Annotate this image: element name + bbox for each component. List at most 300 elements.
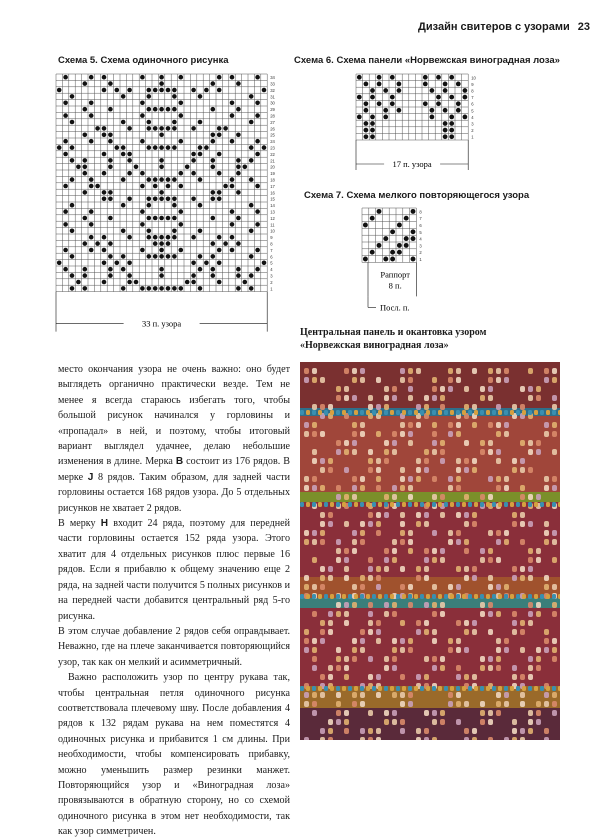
stitch-dot bbox=[121, 120, 126, 125]
chart7-cells bbox=[362, 208, 416, 262]
row-number: 5 bbox=[419, 229, 422, 235]
stitch-dot bbox=[210, 132, 215, 137]
stitch-dot bbox=[249, 203, 254, 208]
stitch-dot bbox=[108, 139, 113, 144]
chart7-pattern-grid bbox=[362, 208, 472, 318]
stitch-dot bbox=[102, 171, 107, 176]
stitch-dot bbox=[63, 248, 68, 253]
stitch-dot bbox=[166, 145, 171, 150]
row-number: 1 bbox=[270, 286, 273, 292]
stitch-dot bbox=[198, 254, 203, 259]
stitch-dot bbox=[146, 145, 151, 150]
stitch-dot bbox=[146, 177, 151, 182]
stitch-dot bbox=[146, 216, 151, 221]
stitch-dot bbox=[146, 235, 151, 240]
stitch-dot bbox=[63, 100, 68, 105]
stitch-dot bbox=[370, 128, 375, 133]
stitch-dot bbox=[463, 115, 468, 120]
stitch-dot bbox=[70, 286, 75, 291]
stitch-dot bbox=[82, 81, 87, 86]
stitch-dot bbox=[121, 94, 126, 99]
stitch-dot bbox=[63, 267, 68, 272]
stitch-dot bbox=[397, 82, 402, 87]
stitch-dot bbox=[364, 101, 369, 106]
stitch-dot bbox=[423, 75, 428, 80]
chart6-title: Схема 6. Схема панели «Норвежская виноградная лоза» bbox=[294, 55, 560, 66]
paragraph: Важно расположить узор по центру рукава так, чтобы центральная петля одиночного рисунка соответствовала плечевому шву. После добавления 4 рядов к 132 рядам рукава на нем поместятся 4 одиночных рисунка и прибавится 1 см длины. При необходимости, чтобы компенсировать прибавку, можно уменьшить размер резинки манжет. Повторяющийся узор и «Виноградная лоза» провязываются в обратную сторону, но со схемой одиночного рисунка в этом нет необходимости, так как узор симметричен. bbox=[58, 672, 290, 838]
row-number: 9 bbox=[270, 235, 273, 241]
stitch-dot bbox=[230, 75, 235, 80]
stitch-dot bbox=[108, 107, 113, 112]
row-number: 10 bbox=[471, 75, 476, 81]
stitch-dot bbox=[63, 75, 68, 80]
stitch-dot bbox=[114, 260, 119, 265]
stitch-dot bbox=[217, 126, 222, 131]
stitch-dot bbox=[127, 235, 132, 240]
chart7-title: Схема 7. Схема мелкого повторяющегося узора bbox=[304, 190, 530, 201]
row-number: 5 bbox=[471, 108, 474, 114]
stitch-dot bbox=[198, 203, 203, 208]
stitch-dot bbox=[377, 82, 382, 87]
stitch-dot bbox=[102, 190, 107, 195]
stitch-dot bbox=[70, 145, 75, 150]
stitch-dot bbox=[236, 107, 241, 112]
row-number: 3 bbox=[419, 243, 422, 249]
stitch-dot bbox=[159, 190, 164, 195]
stitch-dot bbox=[377, 101, 382, 106]
stitch-dot bbox=[178, 248, 183, 253]
row-number: 28 bbox=[270, 113, 275, 119]
stitch-dot bbox=[436, 101, 441, 106]
stitch-dot bbox=[191, 260, 196, 265]
stitch-dot bbox=[423, 101, 428, 106]
stitch-dot bbox=[89, 100, 94, 105]
row-number: 5 bbox=[270, 260, 273, 266]
stitch-dot bbox=[255, 75, 260, 80]
stitch-dot bbox=[159, 145, 164, 150]
stitch-dot bbox=[102, 132, 107, 137]
row-number: 10 bbox=[270, 228, 275, 234]
stitch-dot bbox=[430, 108, 435, 113]
stitch-dot bbox=[390, 257, 395, 262]
stitch-dot bbox=[166, 216, 171, 221]
stitch-dot bbox=[249, 228, 254, 233]
stitch-dot bbox=[70, 94, 75, 99]
stitch-dot bbox=[178, 209, 183, 214]
stitch-dot bbox=[121, 254, 126, 259]
stitch-dot bbox=[102, 88, 107, 93]
stitch-dot bbox=[230, 235, 235, 240]
stitch-dot bbox=[146, 286, 151, 291]
stitch-dot bbox=[210, 241, 215, 246]
stitch-dot bbox=[172, 196, 177, 201]
stitch-dot bbox=[443, 108, 448, 113]
stitch-dot bbox=[449, 95, 454, 100]
row-number: 6 bbox=[270, 254, 273, 260]
stitch-dot bbox=[146, 120, 151, 125]
stitch-dot bbox=[172, 254, 177, 259]
stitch-dot bbox=[146, 228, 151, 233]
stitch-dot bbox=[140, 248, 145, 253]
stitch-dot bbox=[159, 248, 164, 253]
stitch-dot bbox=[230, 184, 235, 189]
stitch-dot bbox=[357, 115, 362, 120]
row-number: 23 bbox=[270, 145, 275, 151]
stitch-dot bbox=[70, 120, 75, 125]
stitch-dot bbox=[217, 171, 222, 176]
stitch-dot bbox=[383, 88, 388, 93]
stitch-dot bbox=[166, 126, 171, 131]
stitch-dot bbox=[108, 241, 113, 246]
row-number: 6 bbox=[471, 101, 474, 107]
stitch-dot bbox=[230, 113, 235, 118]
stitch-dot bbox=[217, 196, 222, 201]
stitch-dot bbox=[121, 177, 126, 182]
stitch-dot bbox=[377, 209, 382, 214]
stitch-dot bbox=[89, 248, 94, 253]
stitch-dot bbox=[127, 158, 132, 163]
stitch-dot bbox=[262, 260, 267, 265]
stitch-dot bbox=[108, 254, 113, 259]
stitch-dot bbox=[70, 273, 75, 278]
stitch-dot bbox=[166, 184, 171, 189]
stitch-dot bbox=[390, 229, 395, 234]
stitch-dot bbox=[127, 273, 132, 278]
stitch-dot bbox=[198, 152, 203, 157]
photo-caption-line2: «Норвежская виноградная лоза» bbox=[300, 340, 449, 351]
stitch-dot bbox=[108, 216, 113, 221]
stitch-dot bbox=[82, 286, 87, 291]
stitch-dot bbox=[255, 209, 260, 214]
stitch-dot bbox=[153, 184, 158, 189]
stitch-dot bbox=[166, 235, 171, 240]
stitch-dot bbox=[114, 88, 119, 93]
stitch-dot bbox=[82, 107, 87, 112]
stitch-dot bbox=[223, 241, 228, 246]
stitch-dot bbox=[249, 158, 254, 163]
stitch-dot bbox=[223, 126, 228, 131]
stitch-dot bbox=[82, 273, 87, 278]
stitch-dot bbox=[191, 158, 196, 163]
stitch-dot bbox=[185, 280, 190, 285]
stitch-dot bbox=[210, 158, 215, 163]
stitch-dot bbox=[172, 88, 177, 93]
stitch-dot bbox=[262, 88, 267, 93]
stitch-dot bbox=[178, 171, 183, 176]
stitch-dot bbox=[210, 267, 215, 272]
stitch-dot bbox=[217, 190, 222, 195]
row-number: 20 bbox=[270, 164, 275, 170]
stitch-dot bbox=[159, 177, 164, 182]
stitch-dot bbox=[364, 121, 369, 126]
stitch-dot bbox=[57, 145, 62, 150]
stitch-dot bbox=[436, 75, 441, 80]
stitch-dot bbox=[82, 241, 87, 246]
stitch-dot bbox=[102, 75, 107, 80]
stitch-dot bbox=[89, 75, 94, 80]
stitch-dot bbox=[153, 241, 158, 246]
stitch-dot bbox=[159, 273, 164, 278]
stitch-dot bbox=[146, 203, 151, 208]
stitch-dot bbox=[397, 250, 402, 255]
stitch-dot bbox=[191, 273, 196, 278]
stitch-dot bbox=[210, 216, 215, 221]
stitch-dot bbox=[370, 134, 375, 139]
stitch-dot bbox=[153, 235, 158, 240]
stitch-dot bbox=[198, 177, 203, 182]
stitch-dot bbox=[108, 158, 113, 163]
stitch-dot bbox=[159, 81, 164, 86]
stitch-dot bbox=[217, 280, 222, 285]
row-number: 17 bbox=[270, 183, 275, 189]
stitch-dot bbox=[70, 177, 75, 182]
stitch-dot bbox=[172, 228, 177, 233]
chart6-label: 17 п. узора bbox=[392, 159, 432, 169]
stitch-dot bbox=[127, 152, 132, 157]
stitch-dot bbox=[172, 235, 177, 240]
stitch-dot bbox=[82, 267, 87, 272]
stitch-dot bbox=[255, 248, 260, 253]
stitch-dot bbox=[89, 139, 94, 144]
chart5-title: Схема 5. Схема одиночного рисунка bbox=[58, 55, 229, 66]
stitch-dot bbox=[456, 101, 461, 106]
stitch-dot bbox=[370, 95, 375, 100]
stitch-dot bbox=[108, 164, 113, 169]
stitch-dot bbox=[230, 100, 235, 105]
stitch-dot bbox=[242, 164, 247, 169]
stitch-dot bbox=[172, 216, 177, 221]
stitch-dot bbox=[449, 134, 454, 139]
stitch-dot bbox=[102, 248, 107, 253]
stitch-dot bbox=[127, 126, 132, 131]
paragraph: место окончания узора не очень важно: оно будет выглядеть органично практически везде. Тем не менее я всегда стараюсь избегать того, чтобы большой рисунок начинался у горловины и «пропадал» в ней, и поэтому, чтобы итоговый вариант выглядел удачнее, делаю небольшие изменения в длине. Мерка B состоит из 176 рядов. В мерке J 8 рядов. Таким образом, для задней части горловины остается 168 рядов узора. До 5 отдельных рисунков не хватает 2 рядов. bbox=[58, 364, 291, 514]
stitch-dot bbox=[230, 209, 235, 214]
stitch-dot bbox=[236, 81, 241, 86]
row-number: 8 bbox=[270, 241, 273, 247]
stitch-dot bbox=[121, 152, 126, 157]
stitch-dot bbox=[249, 94, 254, 99]
stitch-dot bbox=[217, 88, 222, 93]
stitch-dot bbox=[57, 260, 62, 265]
stitch-dot bbox=[443, 134, 448, 139]
stitch-dot bbox=[397, 223, 402, 228]
stitch-dot bbox=[191, 152, 196, 157]
stitch-dot bbox=[249, 273, 254, 278]
stitch-dot bbox=[411, 236, 416, 241]
stitch-dot bbox=[178, 75, 183, 80]
stitch-dot bbox=[159, 164, 164, 169]
stitch-dot bbox=[166, 241, 171, 246]
stitch-dot bbox=[127, 260, 132, 265]
stitch-dot bbox=[166, 107, 171, 112]
stitch-dot bbox=[449, 75, 454, 80]
stitch-dot bbox=[76, 280, 81, 285]
row-number: 26 bbox=[270, 126, 275, 132]
stitch-dot bbox=[210, 254, 215, 259]
stitch-dot bbox=[153, 254, 158, 259]
stitch-dot bbox=[230, 248, 235, 253]
row-number: 2 bbox=[471, 128, 474, 134]
stitch-dot bbox=[82, 158, 87, 163]
stitch-dot bbox=[114, 145, 119, 150]
stitch-dot bbox=[95, 184, 100, 189]
stitch-dot bbox=[390, 95, 395, 100]
stitch-dot bbox=[397, 88, 402, 93]
stitch-dot bbox=[159, 216, 164, 221]
stitch-dot bbox=[172, 126, 177, 131]
chart5-label: 33 п. узора bbox=[141, 318, 182, 329]
stitch-dot bbox=[178, 139, 183, 144]
stitch-dot bbox=[82, 164, 87, 169]
stitch-dot bbox=[140, 100, 145, 105]
stitch-dot bbox=[210, 273, 215, 278]
stitch-dot bbox=[217, 75, 222, 80]
stitch-dot bbox=[397, 108, 402, 113]
stitch-dot bbox=[191, 126, 196, 131]
chart6-cells bbox=[356, 74, 468, 140]
stitch-dot bbox=[140, 75, 145, 80]
stitch-dot bbox=[159, 88, 164, 93]
chart5-pattern-grid bbox=[56, 74, 294, 364]
stitch-dot bbox=[449, 115, 454, 120]
row-number: 33 bbox=[270, 81, 275, 87]
stitch-dot bbox=[364, 108, 369, 113]
chart5-cells bbox=[56, 74, 267, 292]
stitch-dot bbox=[449, 128, 454, 133]
stitch-dot bbox=[178, 100, 183, 105]
stitch-dot bbox=[159, 235, 164, 240]
stitch-dot bbox=[198, 145, 203, 150]
header-title: Дизайн свитеров с узорами bbox=[418, 21, 570, 33]
stitch-dot bbox=[357, 75, 362, 80]
stitch-dot bbox=[70, 158, 75, 163]
stitch-dot bbox=[82, 190, 87, 195]
stitch-dot bbox=[363, 223, 368, 228]
stitch-dot bbox=[140, 171, 145, 176]
stitch-dot bbox=[236, 164, 241, 169]
stitch-dot bbox=[108, 267, 113, 272]
stitch-dot bbox=[443, 88, 448, 93]
stitch-dot bbox=[390, 75, 395, 80]
stitch-dot bbox=[159, 132, 164, 137]
row-number: 16 bbox=[270, 190, 275, 196]
stitch-dot bbox=[76, 164, 81, 169]
stitch-dot bbox=[383, 115, 388, 120]
stitch-dot bbox=[449, 121, 454, 126]
row-number: 15 bbox=[270, 196, 275, 202]
row-number: 8 bbox=[419, 209, 422, 215]
stitch-dot bbox=[364, 82, 369, 87]
photo-caption bbox=[300, 326, 486, 352]
chart7-footer: Посл. п. bbox=[380, 302, 410, 313]
stitch-dot bbox=[262, 145, 267, 150]
row-number: 2 bbox=[270, 279, 273, 285]
stitch-dot bbox=[172, 286, 177, 291]
stitch-dot bbox=[63, 184, 68, 189]
stitch-dot bbox=[383, 108, 388, 113]
stitch-dot bbox=[230, 139, 235, 144]
stitch-dot bbox=[89, 177, 94, 182]
knitted-fabric-photo bbox=[300, 362, 560, 740]
stitch-dot bbox=[82, 216, 87, 221]
stitch-dot bbox=[146, 107, 151, 112]
stitch-dot bbox=[172, 120, 177, 125]
stitch-dot bbox=[172, 107, 177, 112]
stitch-dot bbox=[217, 152, 222, 157]
stitch-dot bbox=[198, 228, 203, 233]
stitch-dot bbox=[102, 235, 107, 240]
running-header bbox=[418, 21, 590, 33]
stitch-dot bbox=[390, 250, 395, 255]
stitch-dot bbox=[230, 222, 235, 227]
stitch-dot bbox=[204, 88, 209, 93]
stitch-dot bbox=[255, 100, 260, 105]
stitch-dot bbox=[159, 126, 164, 131]
stitch-dot bbox=[159, 254, 164, 259]
stitch-dot bbox=[198, 267, 203, 272]
chart7-label: Раппорт bbox=[380, 269, 410, 280]
stitch-dot bbox=[153, 107, 158, 112]
stitch-dot bbox=[57, 88, 62, 93]
stitch-dot bbox=[217, 235, 222, 240]
stitch-dot bbox=[236, 132, 241, 137]
stitch-dot bbox=[108, 273, 113, 278]
stitch-dot bbox=[153, 145, 158, 150]
row-number: 1 bbox=[471, 134, 474, 140]
stitch-dot bbox=[102, 280, 107, 285]
stitch-dot bbox=[121, 145, 126, 150]
stitch-dot bbox=[153, 196, 158, 201]
stitch-dot bbox=[102, 196, 107, 201]
stitch-dot bbox=[390, 101, 395, 106]
stitch-dot bbox=[172, 145, 177, 150]
row-number: 22 bbox=[270, 151, 275, 157]
stitch-dot bbox=[210, 196, 215, 201]
stitch-dot bbox=[236, 241, 241, 246]
stitch-dot bbox=[140, 139, 145, 144]
stitch-dot bbox=[217, 132, 222, 137]
stitch-dot bbox=[89, 235, 94, 240]
stitch-dot bbox=[249, 145, 254, 150]
stitch-dot bbox=[140, 286, 145, 291]
stitch-dot bbox=[456, 82, 461, 87]
stitch-dot bbox=[210, 107, 215, 112]
row-number: 8 bbox=[471, 88, 474, 94]
stitch-dot bbox=[140, 209, 145, 214]
row-number: 31 bbox=[270, 94, 275, 100]
stitch-dot bbox=[217, 260, 222, 265]
stitch-dot bbox=[166, 254, 171, 259]
stitch-dot bbox=[153, 286, 158, 291]
stitch-dot bbox=[383, 236, 388, 241]
stitch-dot bbox=[159, 107, 164, 112]
stitch-dot bbox=[210, 164, 215, 169]
stitch-dot bbox=[172, 203, 177, 208]
stitch-dot bbox=[411, 257, 416, 262]
stitch-dot bbox=[236, 273, 241, 278]
stitch-dot bbox=[236, 286, 241, 291]
stitch-dot bbox=[108, 81, 113, 86]
stitch-dot bbox=[127, 280, 132, 285]
stitch-dot bbox=[172, 94, 177, 99]
chart7-label2: 8 п. bbox=[388, 280, 402, 291]
stitch-dot bbox=[370, 115, 375, 120]
stitch-dot bbox=[191, 280, 196, 285]
stitch-dot bbox=[127, 196, 132, 201]
stitch-dot bbox=[364, 134, 369, 139]
body-text bbox=[58, 362, 290, 840]
row-number: 32 bbox=[270, 87, 275, 93]
